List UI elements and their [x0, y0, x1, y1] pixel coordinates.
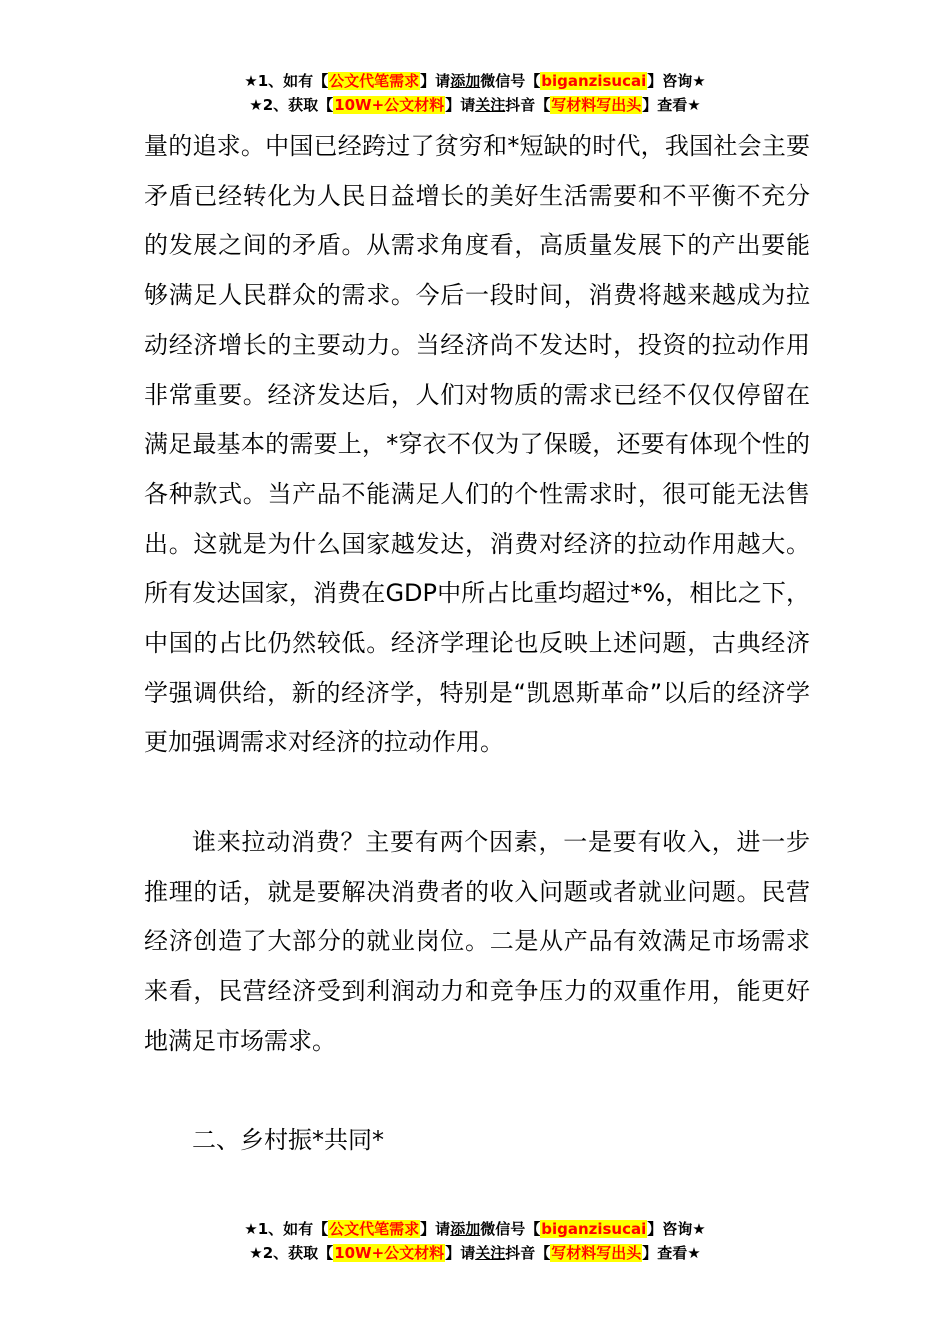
- banner-highlight: 写材料写出头: [551, 1244, 642, 1262]
- top-banner: [0, 70, 950, 118]
- banner-text: 】查看★: [642, 1244, 701, 1262]
- banner-text: ★2、获取【: [249, 96, 334, 114]
- document-body: [144, 122, 810, 1166]
- banner-text: 】请: [420, 1220, 451, 1238]
- section-heading: 二、乡村振*共同*: [192, 1126, 384, 1155]
- banner-text: 】咨询★: [647, 1220, 706, 1238]
- banner-text: 抖音【: [505, 1244, 551, 1262]
- banner-highlight: 公文代笔需求: [329, 1220, 420, 1238]
- banner-text: ★2、获取【: [249, 1244, 334, 1262]
- banner-text: 】请: [445, 96, 476, 114]
- banner-highlight: biganzisucai: [541, 1220, 647, 1238]
- banner-text: 】咨询★: [647, 72, 706, 90]
- banner-highlight: 写材料写出头: [551, 96, 642, 114]
- banner-highlight: 10W+公文材料: [334, 1244, 445, 1262]
- banner-text: 】请: [445, 1244, 476, 1262]
- paragraph-spacer: [144, 1066, 810, 1116]
- banner-text: 微信号【: [480, 1220, 541, 1238]
- banner-highlight: 10W+公文材料: [334, 96, 445, 114]
- banner-underline: 添加: [450, 1220, 481, 1238]
- paragraph-spacer: [144, 768, 810, 818]
- banner-underline: 关注: [475, 1244, 506, 1262]
- banner-text: 抖音【: [505, 96, 551, 114]
- banner-underline: 添加: [450, 72, 481, 90]
- banner-line-2: [0, 1242, 950, 1266]
- banner-text: 】请: [420, 72, 451, 90]
- banner-highlight: 公文代笔需求: [329, 72, 420, 90]
- paragraph-2: 谁来拉动消费？主要有两个因素，一是要有收入，进一步推理的话，就是要解决消费者的收入问题或者就业问题。民营经济创造了大部分的就业岗位。二是从产品有效满足市场需求来看，民营经济受到利润动力和竞争压力的双重作用，能更好地满足市场需求。: [144, 827, 810, 1055]
- banner-text: 微信号【: [480, 72, 541, 90]
- banner-line-1: [0, 70, 950, 94]
- banner-text: 】查看★: [642, 96, 701, 114]
- banner-line-2: [0, 94, 950, 118]
- paragraph-1: 量的追求。中国已经跨过了贫穷和*短缺的时代，我国社会主要矛盾已经转化为人民日益增长的美好生活需要和不平衡不充分的发展之间的矛盾。从需求角度看，高质量发展下的产出要能够满足人民群众的需求。今后一段时间，消费将越来越成为拉动经济增长的主要动力。当经济尚不发达时，投资的拉动作用非常重要。经济发达后，人们对物质的需求已经不仅仅停留在满足最基本的需要上，*穿衣不仅为了保暖，还要有体现个性的各种款式。当产品不能满足人们的个性需求时，很可能无法售出。这就是为什么国家越发达，消费对经济的拉动作用越大。所有发达国家，消费在GDP中所占比重均超过*%，相比之下，中国的占比仍然较低。经济学理论也反映上述问题，古典经济学强调供给，新的经济学，特别是“凯恩斯革命”以后的经济学更加强调需求对经济的拉动作用。: [144, 132, 810, 757]
- banner-line-1: [0, 1218, 950, 1242]
- banner-underline: 关注: [475, 96, 506, 114]
- banner-text: ★1、如有【: [244, 72, 329, 90]
- banner-highlight: biganzisucai: [541, 72, 647, 90]
- banner-text: ★1、如有【: [244, 1220, 329, 1238]
- bottom-banner: [0, 1218, 950, 1266]
